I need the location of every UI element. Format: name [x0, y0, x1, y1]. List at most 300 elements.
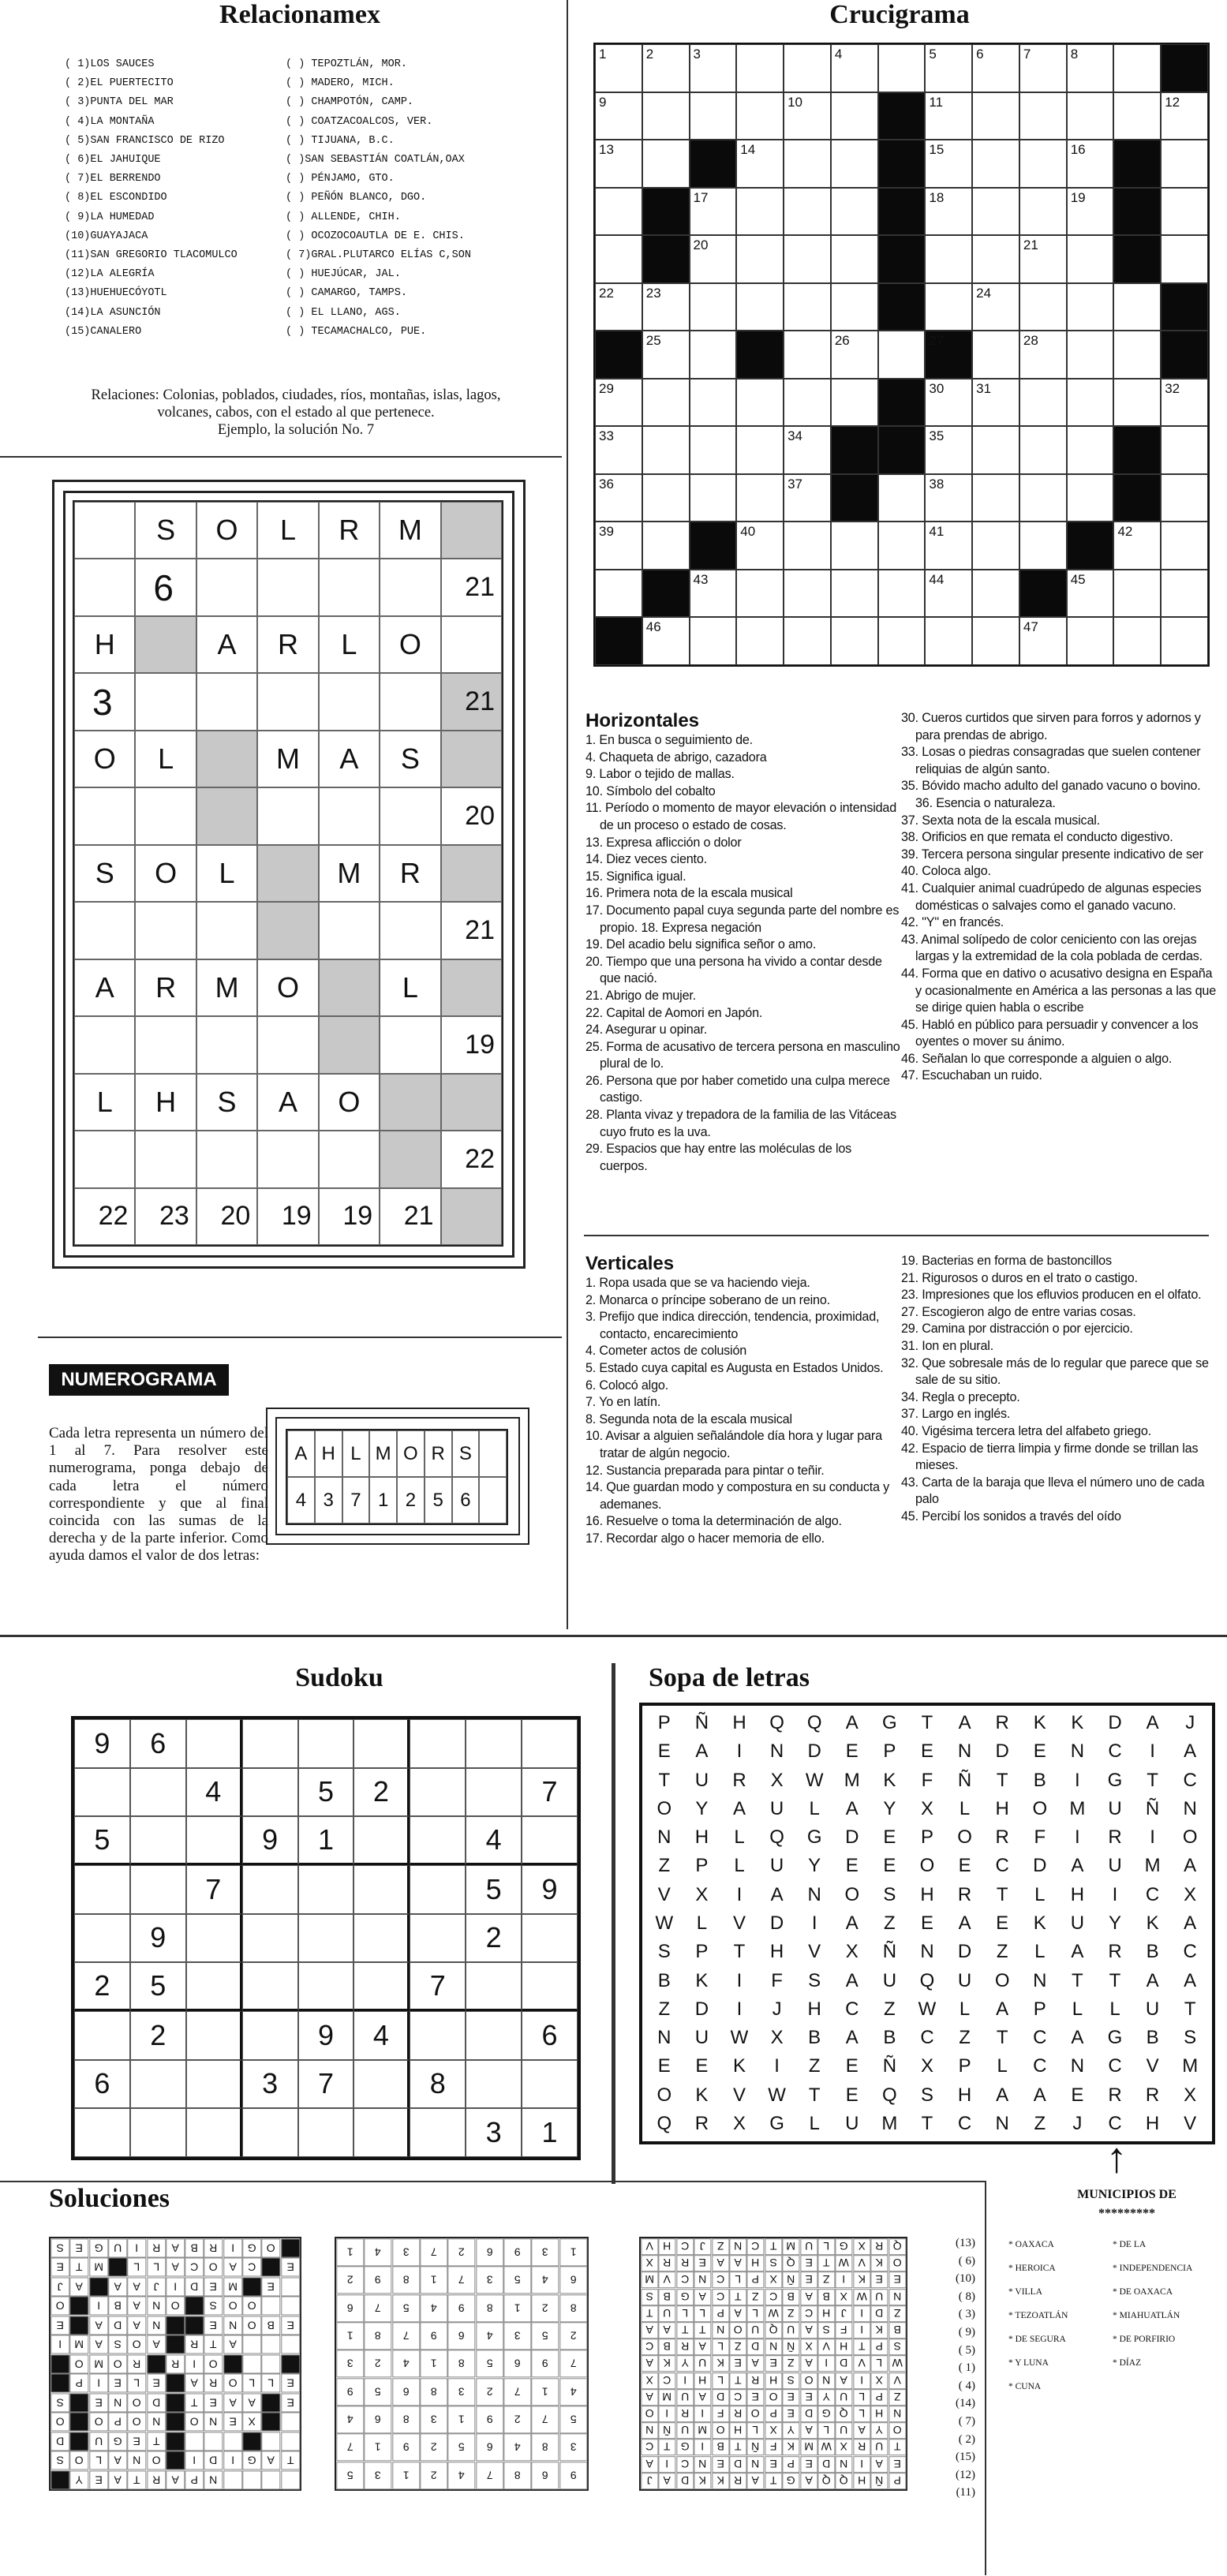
number-puzzle-cell[interactable]	[319, 1016, 380, 1073]
crossword-cell[interactable]	[925, 283, 972, 331]
crossword-cell[interactable]	[831, 188, 878, 236]
number-puzzle-cell[interactable]	[319, 673, 380, 730]
sopa-letter[interactable]: Ñ	[957, 1769, 972, 1791]
crossword-cell[interactable]	[831, 522, 878, 570]
sopa-letter[interactable]: I	[774, 2055, 780, 2077]
sopa-letter[interactable]: W	[805, 1769, 824, 1791]
sopa-letter[interactable]: U	[769, 1797, 784, 1819]
crossword-cell[interactable]	[1019, 92, 1067, 140]
number-puzzle-cell[interactable]: O	[196, 502, 257, 559]
sopa-letter[interactable]: B	[808, 2027, 821, 2049]
sopa-letter[interactable]: W	[655, 1912, 674, 1934]
number-puzzle-cell[interactable]	[74, 787, 135, 844]
sudoku-cell[interactable]	[466, 1962, 522, 2011]
sopa-letter[interactable]: J	[1072, 2112, 1083, 2134]
sopa-letter[interactable]: T	[808, 2084, 821, 2106]
crossword-cell[interactable]	[1161, 140, 1208, 188]
sopa-letter[interactable]: T	[996, 1883, 1008, 1905]
crossword-cell[interactable]	[831, 140, 878, 188]
sopa-letter[interactable]: R	[694, 2112, 709, 2134]
sudoku-cell[interactable]: 4	[186, 1768, 242, 1817]
sudoku-cell[interactable]: 5	[74, 1816, 130, 1865]
crossword-cell[interactable]	[1113, 331, 1161, 379]
sopa-letter[interactable]: I	[736, 1969, 743, 1991]
sudoku-cell[interactable]: 5	[466, 1865, 522, 1914]
crossword-cell[interactable]	[925, 617, 972, 665]
sopa-letter[interactable]: H	[995, 1797, 1009, 1819]
crossword-cell[interactable]	[1019, 140, 1067, 188]
sudoku-cell[interactable]	[130, 2108, 186, 2157]
number-puzzle-cell[interactable]: O	[74, 731, 135, 787]
sudoku-cell[interactable]	[242, 1865, 298, 1914]
number-puzzle-cell[interactable]	[441, 959, 502, 1016]
sopa-letter[interactable]: T	[1072, 1969, 1083, 1991]
number-puzzle-cell[interactable]	[135, 902, 196, 959]
sopa-letter[interactable]: A	[845, 1969, 859, 1991]
crossword-cell[interactable]	[736, 379, 784, 427]
sopa-letter[interactable]: G	[1107, 1769, 1123, 1791]
sopa-letter[interactable]: E	[657, 1740, 671, 1763]
sopa-letter[interactable]: C	[1033, 2055, 1047, 2077]
sopa-letter[interactable]: Z	[959, 2027, 971, 2049]
sopa-letter[interactable]: S	[1184, 2027, 1197, 2049]
crossword-cell[interactable]	[1113, 379, 1161, 427]
crossword-cell[interactable]	[1113, 570, 1161, 618]
sopa-letter[interactable]: Y	[1108, 1912, 1121, 1934]
sudoku-cell[interactable]	[298, 1962, 354, 2011]
sopa-letter[interactable]: H	[807, 1998, 821, 2020]
crossword-cell[interactable]	[690, 570, 737, 618]
sopa-letter[interactable]: Z	[808, 2055, 821, 2077]
sudoku-cell[interactable]	[242, 1719, 298, 1768]
crossword-cell[interactable]	[1067, 283, 1114, 331]
number-puzzle-cell[interactable]	[441, 1074, 502, 1131]
crossword-cell[interactable]	[831, 44, 878, 92]
sudoku-cell[interactable]: 9	[242, 1816, 298, 1865]
sopa-letter[interactable]: E	[883, 1826, 896, 1849]
sudoku-cell[interactable]: 5	[130, 1962, 186, 2011]
crossword-cell[interactable]	[784, 331, 831, 379]
sopa-letter[interactable]: W	[918, 1998, 937, 2020]
crossword-cell[interactable]	[784, 379, 831, 427]
sopa-letter[interactable]: O	[657, 2084, 672, 2106]
crossword-cell[interactable]	[595, 140, 642, 188]
sopa-letter[interactable]: R	[1108, 2084, 1122, 2106]
sopa-letter[interactable]: L	[1034, 1941, 1046, 1963]
sopa-letter[interactable]: G	[882, 1712, 897, 1734]
number-puzzle-cell[interactable]: O	[135, 845, 196, 902]
crossword-cell[interactable]	[1067, 140, 1114, 188]
crossword-cell[interactable]	[1161, 235, 1208, 283]
crossword-cell[interactable]	[925, 44, 972, 92]
number-puzzle-cell[interactable]: L	[319, 616, 380, 673]
sudoku-cell[interactable]: 6	[130, 1719, 186, 1768]
crossword-cell[interactable]	[1113, 44, 1161, 92]
number-puzzle-cell[interactable]: 6	[135, 559, 196, 615]
sopa-letter[interactable]: N	[920, 1941, 934, 1963]
number-puzzle-cell[interactable]	[196, 902, 257, 959]
number-puzzle-cell[interactable]: S	[196, 1074, 257, 1131]
number-puzzle-cell[interactable]	[257, 1016, 318, 1073]
number-puzzle-cell[interactable]: H	[74, 616, 135, 673]
sopa-letter[interactable]: I	[811, 1912, 817, 1934]
sopa-letter[interactable]: A	[1184, 1912, 1197, 1934]
crossword-cell[interactable]	[690, 331, 737, 379]
crossword-cell[interactable]	[736, 570, 784, 618]
sopa-letter[interactable]: N	[807, 1883, 821, 1905]
sopa-letter[interactable]: C	[1183, 1769, 1197, 1791]
crossword-cell[interactable]	[925, 379, 972, 427]
crossword-cell[interactable]	[690, 283, 737, 331]
sopa-letter[interactable]: I	[1112, 1883, 1118, 1905]
crossword-cell[interactable]	[925, 522, 972, 570]
sopa-letter[interactable]: P	[920, 1826, 933, 1849]
crossword-cell[interactable]	[1067, 331, 1114, 379]
sopa-letter[interactable]: E	[920, 1740, 933, 1763]
sopa-letter[interactable]: A	[845, 2027, 859, 2049]
sopa-letter[interactable]: Q	[806, 1712, 822, 1734]
number-puzzle-cell[interactable]	[441, 502, 502, 559]
crossword-cell[interactable]	[690, 617, 737, 665]
sopa-letter[interactable]: Q	[769, 1712, 784, 1734]
sudoku-cell[interactable]	[354, 2108, 410, 2157]
number-puzzle-cell[interactable]	[196, 1016, 257, 1073]
sopa-letter[interactable]: V	[808, 1941, 821, 1963]
sopa-letter[interactable]: I	[1150, 1740, 1155, 1763]
number-puzzle-cell[interactable]	[319, 902, 380, 959]
sopa-letter[interactable]: N	[1183, 1797, 1197, 1819]
sopa-letter[interactable]: Z	[996, 1941, 1008, 1963]
sopa-letter[interactable]: E	[1033, 1740, 1046, 1763]
number-puzzle-cell[interactable]: O	[257, 959, 318, 1016]
crossword-cell[interactable]	[972, 188, 1019, 236]
sudoku-cell[interactable]	[74, 2108, 130, 2157]
crossword-cell[interactable]	[1067, 426, 1114, 474]
crossword-cell[interactable]	[1161, 617, 1208, 665]
sopa-letter[interactable]: W	[730, 2027, 749, 2049]
sopa-letter[interactable]: K	[695, 1969, 709, 1991]
crossword-cell[interactable]	[736, 235, 784, 283]
crossword-cell[interactable]	[1019, 331, 1067, 379]
crossword-cell[interactable]	[1019, 379, 1067, 427]
sopa-letter[interactable]: X	[695, 1883, 709, 1905]
number-puzzle-cell[interactable]	[257, 559, 318, 615]
crossword-cell[interactable]	[972, 235, 1019, 283]
sopa-letter[interactable]: N	[995, 2112, 1009, 2134]
crossword-cell[interactable]	[595, 379, 642, 427]
crossword-cell[interactable]	[736, 522, 784, 570]
crossword-cell[interactable]	[831, 235, 878, 283]
crossword-cell[interactable]	[642, 426, 690, 474]
sudoku-cell[interactable]	[298, 2108, 354, 2157]
number-puzzle-cell[interactable]	[380, 1016, 440, 1073]
number-puzzle-cell[interactable]: L	[196, 845, 257, 902]
sopa-letter[interactable]: A	[845, 1797, 859, 1819]
sopa-letter[interactable]: L	[1072, 1998, 1083, 2020]
sopa-letter[interactable]: N	[657, 2027, 671, 2049]
sopa-letter[interactable]: K	[1033, 1912, 1046, 1934]
sopa-letter[interactable]: I	[1075, 1826, 1080, 1849]
number-puzzle-cell[interactable]: 21	[380, 1188, 440, 1245]
crossword-cell[interactable]	[690, 474, 737, 522]
sopa-letter[interactable]: L	[734, 1855, 745, 1877]
sudoku-cell[interactable]: 2	[130, 2011, 186, 2060]
crossword-cell[interactable]	[784, 283, 831, 331]
sopa-letter[interactable]: U	[882, 1969, 897, 1991]
sopa-letter[interactable]: Ñ	[882, 2055, 897, 2077]
sudoku-cell[interactable]: 1	[522, 2108, 578, 2157]
sudoku-cell[interactable]	[410, 1865, 466, 1914]
number-puzzle-cell[interactable]	[74, 1131, 135, 1187]
sopa-letter[interactable]: P	[695, 1855, 709, 1877]
sudoku-cell[interactable]: 9	[298, 2011, 354, 2060]
sudoku-cell[interactable]	[186, 2108, 242, 2157]
sudoku-cell[interactable]: 7	[298, 2060, 354, 2109]
sopa-letter[interactable]: D	[957, 1941, 972, 1963]
sopa-letter[interactable]: C	[1108, 2112, 1122, 2134]
number-puzzle-cell[interactable]: A	[319, 731, 380, 787]
sopa-letter[interactable]: U	[694, 2027, 709, 2049]
number-puzzle-cell[interactable]	[380, 559, 440, 615]
crossword-cell[interactable]	[736, 474, 784, 522]
sopa-letter[interactable]: P	[883, 1740, 896, 1763]
sopa-letter[interactable]: C	[1033, 2027, 1047, 2049]
sudoku-cell[interactable]	[466, 2011, 522, 2060]
sudoku-cell[interactable]	[242, 1914, 298, 1963]
crossword-cell[interactable]	[972, 426, 1019, 474]
number-puzzle-cell[interactable]: 22	[441, 1131, 502, 1187]
number-puzzle-cell[interactable]: A	[74, 959, 135, 1016]
sopa-letter[interactable]: R	[957, 1883, 972, 1905]
crossword-cell[interactable]	[784, 235, 831, 283]
number-puzzle-cell[interactable]	[74, 902, 135, 959]
sopa-letter[interactable]: V	[657, 1883, 671, 1905]
sopa-letter[interactable]: C	[920, 2027, 934, 2049]
number-puzzle-cell[interactable]	[196, 559, 257, 615]
sopa-letter[interactable]: X	[920, 2055, 933, 2077]
number-puzzle-cell[interactable]: O	[319, 1074, 380, 1131]
sudoku-cell[interactable]: 9	[74, 1719, 130, 1768]
sudoku-cell[interactable]	[74, 1914, 130, 1963]
crossword-cell[interactable]	[972, 617, 1019, 665]
sopa-letter[interactable]: E	[845, 1740, 859, 1763]
sopa-letter[interactable]: B	[883, 2027, 896, 2049]
crossword-cell[interactable]	[642, 474, 690, 522]
sopa-letter[interactable]: A	[1071, 1855, 1084, 1877]
sudoku-cell[interactable]	[522, 2060, 578, 2109]
crossword-cell[interactable]	[595, 188, 642, 236]
sopa-letter[interactable]: S	[920, 2084, 933, 2106]
crossword-cell[interactable]	[595, 44, 642, 92]
sopa-letter[interactable]: A	[1146, 1712, 1159, 1734]
sopa-letter[interactable]: A	[1184, 1969, 1197, 1991]
sopa-letter[interactable]: I	[736, 1998, 743, 2020]
sopa-letter[interactable]: H	[1145, 2112, 1160, 2134]
sudoku-cell[interactable]: 8	[410, 2060, 466, 2109]
number-puzzle-cell[interactable]	[257, 673, 318, 730]
crossword-cell[interactable]	[1113, 283, 1161, 331]
number-puzzle-cell[interactable]: A	[196, 616, 257, 673]
number-puzzle-cell[interactable]: 21	[441, 559, 502, 615]
sopa-letter[interactable]: E	[845, 1855, 859, 1877]
crossword-cell[interactable]	[595, 235, 642, 283]
sudoku-cell[interactable]	[298, 1719, 354, 1768]
sopa-letter[interactable]: X	[1184, 1883, 1197, 1905]
sudoku-cell[interactable]	[410, 1914, 466, 1963]
number-puzzle-cell[interactable]	[441, 731, 502, 787]
number-puzzle-cell[interactable]: 21	[441, 902, 502, 959]
number-puzzle-cell[interactable]	[257, 787, 318, 844]
crossword-cell[interactable]	[1161, 379, 1208, 427]
sopa-letter[interactable]: R	[1108, 1826, 1122, 1849]
sopa-letter[interactable]: E	[883, 1855, 896, 1877]
crossword-cell[interactable]	[642, 140, 690, 188]
sopa-letter[interactable]: W	[768, 2084, 786, 2106]
crossword-cell[interactable]	[1067, 570, 1114, 618]
crossword-cell[interactable]	[1019, 522, 1067, 570]
sopa-letter[interactable]: P	[958, 2055, 971, 2077]
crossword-cell[interactable]	[1019, 474, 1067, 522]
crossword-cell[interactable]	[1067, 188, 1114, 236]
sopa-letter[interactable]: H	[957, 2084, 972, 2106]
sudoku-cell[interactable]: 3	[466, 2108, 522, 2157]
sopa-letter[interactable]: J	[772, 1998, 782, 2020]
sopa-letter[interactable]: P	[657, 1712, 671, 1734]
sopa-letter[interactable]: H	[694, 1826, 709, 1849]
sopa-letter[interactable]: L	[959, 1797, 971, 1819]
crossword-cell[interactable]	[878, 44, 926, 92]
sudoku-cell[interactable]: 4	[354, 2011, 410, 2060]
crossword-cell[interactable]	[925, 188, 972, 236]
sopa-letter[interactable]: A	[695, 1740, 709, 1763]
sopa-letter[interactable]: C	[957, 2112, 972, 2134]
crossword-cell[interactable]	[595, 522, 642, 570]
crossword-cell[interactable]	[1161, 188, 1208, 236]
sopa-letter[interactable]: T	[996, 1769, 1008, 1791]
sopa-letter[interactable]: U	[1145, 1998, 1160, 2020]
sudoku-cell[interactable]	[466, 1719, 522, 1768]
crossword-cell[interactable]	[690, 235, 737, 283]
sopa-letter[interactable]: X	[732, 2112, 746, 2134]
sopa-letter[interactable]: S	[808, 1969, 821, 1991]
number-puzzle-cell[interactable]	[441, 1188, 502, 1245]
number-puzzle-cell[interactable]: S	[74, 845, 135, 902]
sopa-letter[interactable]: E	[996, 1912, 1009, 1934]
number-puzzle-cell[interactable]	[380, 787, 440, 844]
number-puzzle-cell[interactable]: 20	[441, 787, 502, 844]
sopa-letter[interactable]: N	[1070, 1740, 1085, 1763]
sopa-letter[interactable]: M	[844, 1769, 860, 1791]
sopa-letter[interactable]: T	[658, 1769, 671, 1791]
crossword-cell[interactable]	[925, 474, 972, 522]
sopa-letter[interactable]: X	[1184, 2084, 1197, 2106]
sopa-letter[interactable]: N	[1070, 2055, 1085, 2077]
sudoku-cell[interactable]	[242, 1962, 298, 2011]
sopa-letter[interactable]: N	[1033, 1969, 1047, 1991]
crossword-cell[interactable]	[831, 617, 878, 665]
crossword-cell[interactable]	[972, 379, 1019, 427]
sudoku-cell[interactable]: 7	[522, 1768, 578, 1817]
crossword-cell[interactable]	[736, 617, 784, 665]
sopa-letter[interactable]: L	[1109, 1998, 1120, 2020]
number-puzzle-cell[interactable]	[196, 673, 257, 730]
number-puzzle-cell[interactable]: 23	[135, 1188, 196, 1245]
crossword-cell[interactable]	[831, 570, 878, 618]
sopa-letter[interactable]: R	[1145, 2084, 1160, 2106]
sudoku-cell[interactable]	[354, 1816, 410, 1865]
crossword-cell[interactable]	[690, 188, 737, 236]
crossword-cell[interactable]	[972, 331, 1019, 379]
sopa-letter[interactable]: X	[920, 1797, 933, 1819]
crossword-cell[interactable]	[784, 570, 831, 618]
crossword-cell[interactable]	[972, 140, 1019, 188]
sudoku-cell[interactable]: 9	[130, 1914, 186, 1963]
number-puzzle-cell[interactable]	[257, 902, 318, 959]
number-puzzle-cell[interactable]	[319, 959, 380, 1016]
crossword-cell[interactable]	[1067, 235, 1114, 283]
sopa-letter[interactable]: K	[1071, 1712, 1084, 1734]
sudoku-cell[interactable]	[130, 1768, 186, 1817]
sopa-letter[interactable]: P	[1033, 1998, 1046, 2020]
sopa-letter[interactable]: R	[995, 1712, 1009, 1734]
sopa-letter[interactable]: E	[1071, 2084, 1084, 2106]
sudoku-cell[interactable]	[186, 1962, 242, 2011]
sopa-letter[interactable]: F	[921, 1769, 933, 1791]
sopa-letter[interactable]: U	[845, 2112, 859, 2134]
sopa-letter[interactable]: A	[996, 2084, 1009, 2106]
sopa-letter[interactable]: F	[771, 1969, 783, 1991]
crossword-cell[interactable]	[878, 522, 926, 570]
crossword-cell[interactable]	[1019, 283, 1067, 331]
sudoku-cell[interactable]	[522, 1719, 578, 1768]
sopa-letter[interactable]: Z	[1034, 2112, 1046, 2134]
crossword-cell[interactable]	[878, 617, 926, 665]
sudoku-cell[interactable]	[186, 1719, 242, 1768]
sopa-letter[interactable]: T	[921, 2112, 933, 2134]
sopa-letter[interactable]: V	[1146, 2055, 1159, 2077]
sopa-letter[interactable]: L	[734, 1826, 745, 1849]
number-puzzle-cell[interactable]	[196, 787, 257, 844]
crossword-cell[interactable]	[1161, 474, 1208, 522]
sopa-letter[interactable]: U	[769, 1855, 784, 1877]
number-puzzle-cell[interactable]: R	[319, 502, 380, 559]
crossword-cell[interactable]	[595, 474, 642, 522]
sopa-letter[interactable]: E	[845, 2084, 859, 2106]
number-puzzle-cell[interactable]: S	[135, 502, 196, 559]
sudoku-cell[interactable]: 1	[298, 1816, 354, 1865]
number-puzzle-cell[interactable]: O	[380, 616, 440, 673]
sopa-letter[interactable]: H	[769, 1941, 784, 1963]
sopa-letter[interactable]: L	[696, 1912, 708, 1934]
sopa-letter[interactable]: D	[807, 1740, 821, 1763]
sopa-letter[interactable]: H	[920, 1883, 934, 1905]
number-puzzle-cell[interactable]	[319, 559, 380, 615]
crossword-cell[interactable]	[784, 617, 831, 665]
sopa-letter[interactable]: A	[1184, 1855, 1197, 1877]
number-puzzle-cell[interactable]	[135, 1016, 196, 1073]
sopa-letter[interactable]: A	[1184, 1740, 1197, 1763]
sopa-letter[interactable]: L	[809, 2112, 820, 2134]
number-puzzle-cell[interactable]	[196, 731, 257, 787]
sopa-letter[interactable]: F	[1034, 1826, 1046, 1849]
crossword-cell[interactable]	[878, 331, 926, 379]
crossword-cell[interactable]	[784, 188, 831, 236]
sopa-letter[interactable]: P	[695, 1941, 709, 1963]
sopa-letter[interactable]: E	[958, 1855, 971, 1877]
sopa-letter[interactable]: O	[1032, 1797, 1048, 1819]
sudoku-cell[interactable]	[298, 1865, 354, 1914]
sudoku-cell[interactable]: 7	[186, 1865, 242, 1914]
